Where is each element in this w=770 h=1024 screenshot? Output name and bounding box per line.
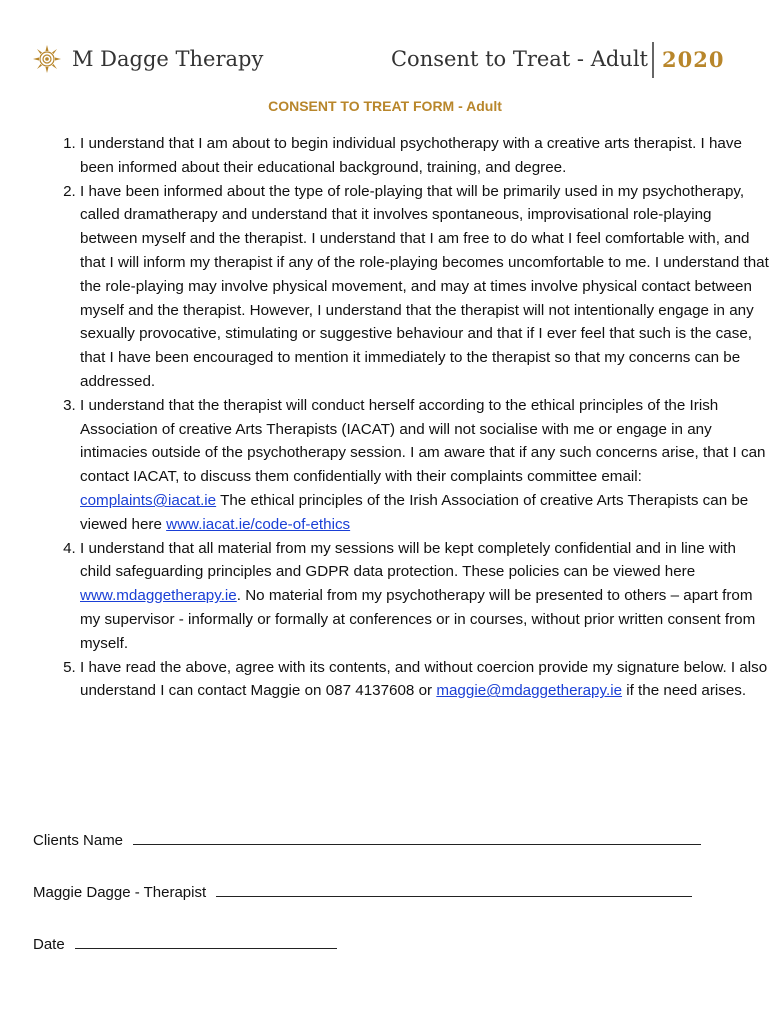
date-row	[33, 932, 337, 953]
code-of-ethics-link[interactable]: www.iacat.ie/code-of-ethics	[166, 515, 351, 533]
clause-5-text-cont: if the need arises.	[622, 682, 747, 700]
clause-5	[80, 656, 770, 704]
clause-4-text-cont: . No material from my psychotherapy will be presented to others – apart from my supervisor - informally or formally at conferences or in courses, without prior written consent from myself.	[80, 587, 756, 652]
clause-1-text: I understand that I am about to begin individual psychotherapy with a creative arts therapist. I have been informed about their educational background, training, and degree.	[80, 135, 742, 176]
clause-3-text-cont: The ethical principles of the Irish Association of creative Arts Therapists can be viewed here	[80, 491, 749, 533]
clause-2-text: I have been informed about the type of role-playing that will be primarily used in my psychotherapy, called dramatherapy and understand that it involves spontaneous, improvisational role-playing between myself and the therapist. I understand that I am free to do what I feel comfortable with, and that I will inform my therapist if any of the role-playing becomes uncomfortable to me. I understand that the role-playing may involve physical movement, and may at times involve physical contact between myself and the therapist. However, I understand that the therapist will not intentionally engage in any sexually provocative, stimulating or suggestive behaviour and that if I ever feel that such is the case, that I have been encouraged to mention it immediately to the therapist so that my concerns can be addressed.	[80, 182, 769, 390]
client-name-line[interactable]	[133, 828, 701, 845]
client-name-row	[33, 828, 701, 849]
form-heading: CONSENT TO TREAT FORM - Adult	[268, 98, 502, 114]
brand-name: M Dagge Therapy	[72, 47, 264, 71]
sun-mandala-icon	[32, 44, 62, 74]
therapist-signature-row	[33, 880, 692, 901]
consent-clauses	[50, 132, 770, 703]
therapist-signature-label: Maggie Dagge - Therapist	[33, 884, 207, 901]
document-title: Consent to Treat - Adult	[390, 47, 648, 71]
header-divider	[652, 42, 654, 78]
complaints-email-link[interactable]: complaints@iacat.ie	[80, 491, 217, 509]
page-header	[32, 40, 738, 80]
document-year: 2020	[662, 47, 725, 72]
client-name-label: Clients Name	[33, 832, 124, 849]
clause-5-text: I have read the above, agree with its contents, and without coercion provide my signature below. I also understand I can contact Maggie on 087 4137608 or	[80, 658, 768, 700]
clause-4	[80, 537, 770, 656]
clause-4-text: I understand that all material from my sessions will be kept completely confidential and in line with child safeguarding principles and GDPR data protection. These policies can be viewed here	[80, 539, 736, 581]
clause-3	[80, 394, 770, 537]
clause-3-text: I understand that the therapist will conduct herself according to the ethical principles of the Irish Association of creative Arts Therapists (IACAT) and will not socialise with me or engage in any intimacies outside of the psychotherapy session. I am aware that if any such concerns arise, that I can contact IACAT, to discuss them confidentially with their complaints committee email:	[80, 396, 766, 486]
therapist-signature-line[interactable]	[216, 880, 692, 897]
date-line[interactable]	[75, 932, 337, 949]
clause-2	[80, 180, 770, 394]
website-link[interactable]: www.mdaggetherapy.ie	[80, 587, 237, 605]
date-label: Date	[33, 936, 65, 953]
clause-1	[80, 132, 770, 180]
maggie-email-link[interactable]: maggie@mdaggetherapy.ie	[436, 682, 623, 700]
